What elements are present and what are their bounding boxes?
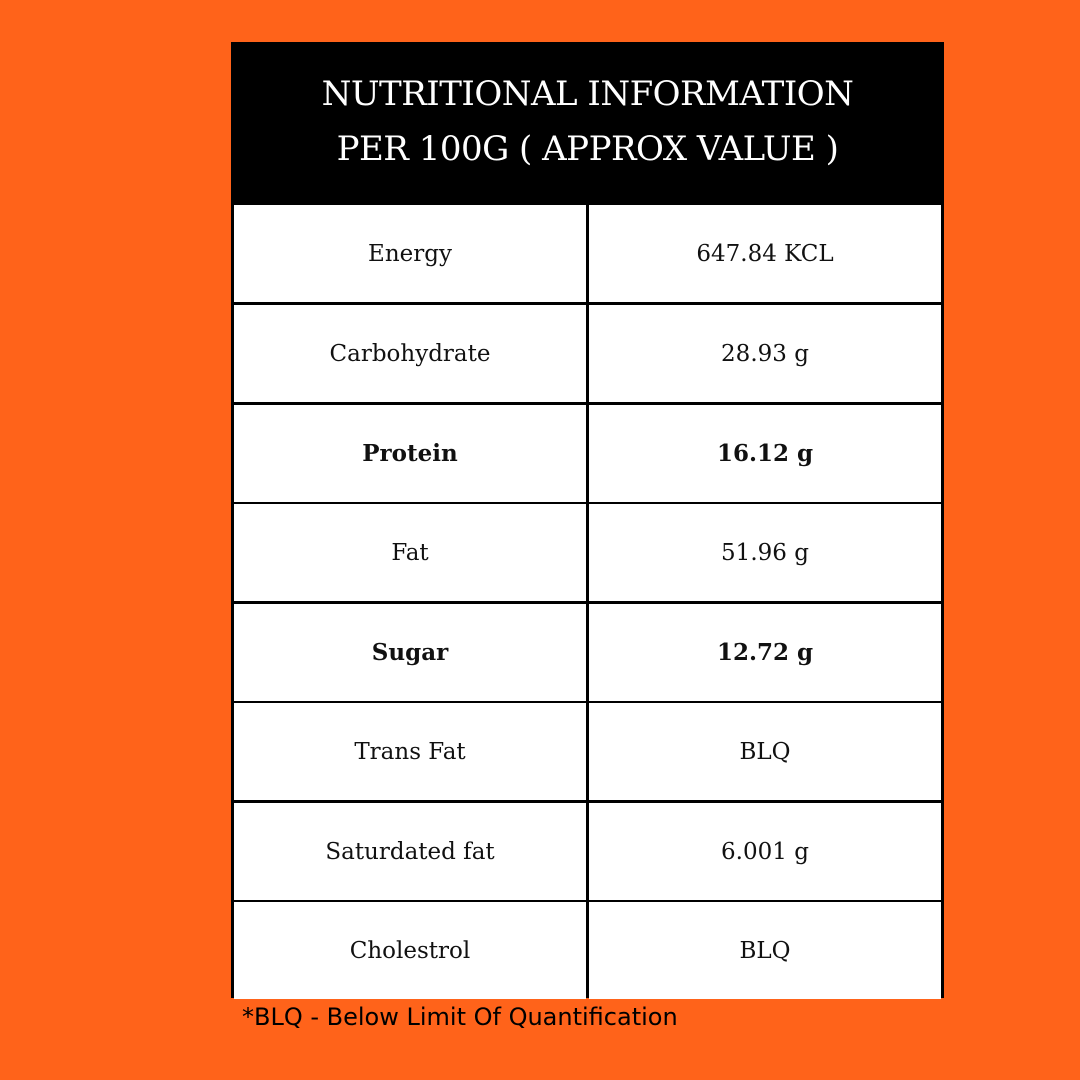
table-row <box>234 604 941 701</box>
table-row <box>234 504 941 601</box>
table-row <box>234 405 941 502</box>
table-row <box>234 305 941 402</box>
nutrient-value: BLQ <box>589 703 941 800</box>
header-subtitle: PER 100G ( APPROX VALUE ) <box>336 129 839 169</box>
nutrient-value: 28.93 g <box>589 305 941 402</box>
nutrient-value: 6.001 g <box>589 803 941 900</box>
table-row <box>234 902 941 999</box>
table-row <box>234 205 941 302</box>
footnote: *BLQ - Below Limit Of Quantification <box>242 1003 678 1031</box>
table-row <box>234 703 941 800</box>
nutrient-value: 16.12 g <box>589 405 941 502</box>
nutrient-label: Protein <box>234 405 586 502</box>
nutrient-label: Fat <box>234 504 586 601</box>
table-row <box>234 803 941 900</box>
nutrient-label: Sugar <box>234 604 586 701</box>
nutrient-label: Carbohydrate <box>234 305 586 402</box>
nutrient-label: Saturdated fat <box>234 803 586 900</box>
nutrient-label: Trans Fat <box>234 703 586 800</box>
nutrient-label: Energy <box>234 205 586 302</box>
nutrient-value: 51.96 g <box>589 504 941 601</box>
header-title: NUTRITIONAL INFORMATION <box>321 74 854 114</box>
table-header <box>231 42 944 202</box>
nutrition-table <box>231 42 944 998</box>
nutrient-label: Cholestrol <box>234 902 586 999</box>
nutrient-value: 12.72 g <box>589 604 941 701</box>
nutrient-value: 647.84 KCL <box>589 205 941 302</box>
nutrient-value: BLQ <box>589 902 941 999</box>
